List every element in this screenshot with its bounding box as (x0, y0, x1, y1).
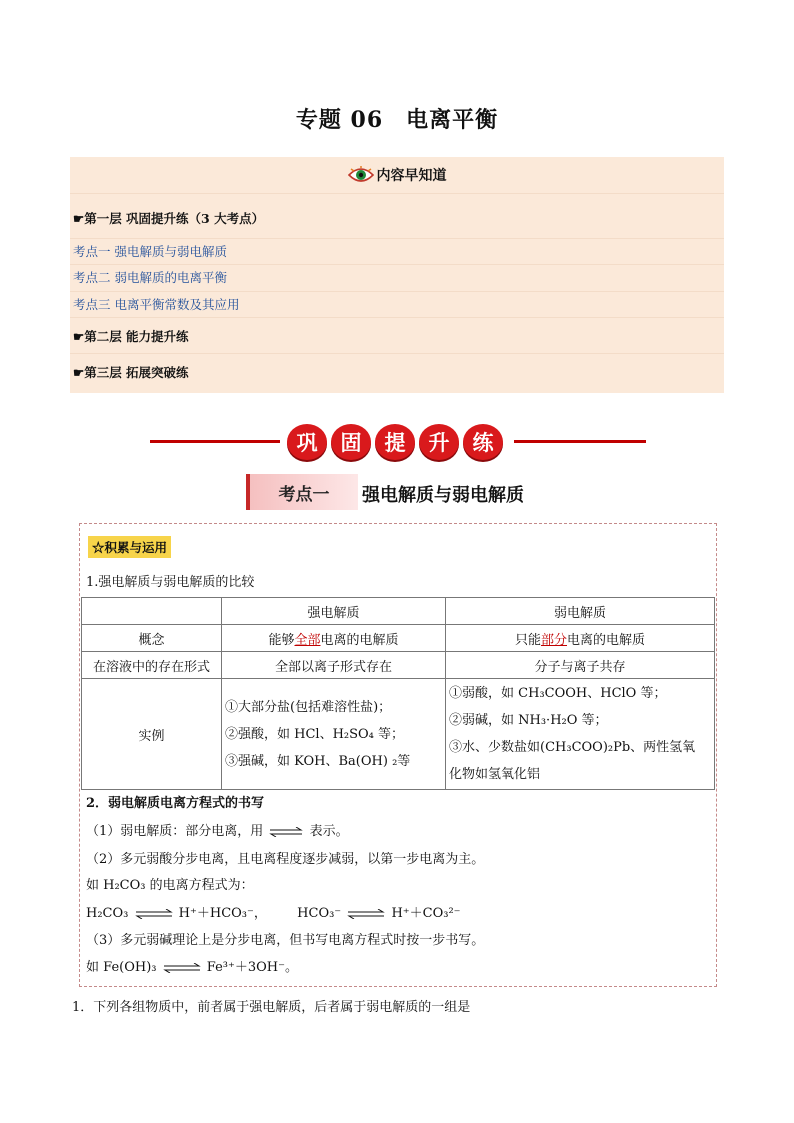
cell-text: 能够 (268, 632, 295, 648)
table-cell: 全部以离子形式存在 (222, 652, 446, 679)
cell-line: ③强碱，如 KOH、Ba(OH) ₂等 (225, 753, 411, 769)
cell-text: 只能 (514, 632, 541, 648)
text-line: 如 H₂CO₃ 的电离方程式为： (86, 878, 254, 893)
toc-item-point3[interactable]: 考点三 电离平衡常数及其应用 (73, 297, 240, 312)
question-1: 1．下列各组物质中，前者属于强电解质，后者属于弱电解质的一组是 (72, 1000, 471, 1015)
text-line: （3）多元弱碱理论上是分步电离，但书写电离方程式时按一步书写。 (86, 933, 485, 948)
equilibrium-arrow-icon (163, 963, 201, 973)
toc-header-text: 内容早知道 (376, 168, 447, 184)
text-span: （1）弱电解质：部分电离，用 (86, 824, 264, 839)
cell-text: 电离的电解质 (320, 632, 399, 648)
cell-line: 化物如氢氧化铝 (449, 767, 541, 782)
banner-char: 练 (463, 424, 503, 460)
equation-line (86, 956, 298, 975)
cell-line: ③水、少数盐如(CH₃COO)₂Pb、两性氢氧 (449, 740, 696, 755)
table-cell: 在溶液中的存在形式 (82, 652, 222, 679)
cell-line: ②强酸，如 HCl、H₂SO₄ 等； (225, 726, 405, 742)
text-span: 表示。 (309, 824, 349, 839)
text-line (86, 820, 349, 839)
table-row (82, 652, 715, 679)
banner-char: 固 (331, 424, 371, 460)
text-line: （2）多元弱酸分步电离，且电离程度逐步减弱，以第一步电离为主。 (86, 852, 485, 867)
equation-left: 如 Fe(OH)₃ (86, 960, 157, 975)
section-banner (287, 424, 503, 460)
comparison-table (81, 597, 715, 790)
table-cell: 概念 (82, 625, 222, 652)
equation-left: H₂CO₃ (86, 906, 129, 921)
toc-item-level2[interactable]: ☛第二层 能力提升练 (73, 329, 189, 344)
table-cell (82, 598, 222, 625)
equation-left: HCO₃⁻ (297, 906, 342, 921)
toc-item-level1[interactable]: ☛第一层 巩固提升练（3 大考点） (73, 211, 265, 226)
banner-char: 提 (375, 424, 415, 460)
equation-right: Fe³⁺＋3OH⁻。 (206, 960, 298, 975)
toc-item-level3[interactable]: ☛第三层 拓展突破练 (73, 365, 189, 380)
toc-header (70, 157, 724, 194)
cell-line: ①弱酸，如 CH₃COOH、HClO 等； (449, 686, 667, 701)
banner-char: 巩 (287, 424, 327, 460)
section-label: 考点一 (246, 474, 358, 510)
cell-text: 电离的电解质 (567, 632, 646, 648)
equilibrium-arrow-icon (269, 827, 303, 837)
equilibrium-arrow-icon (135, 909, 173, 919)
cell-line: ②弱碱，如 NH₃·H₂O 等； (449, 713, 608, 728)
table-header: 强电解质 (222, 598, 446, 625)
table-row (82, 625, 715, 652)
cell-emphasis: 部分 (540, 632, 567, 648)
toc-item-point1[interactable]: 考点一 强电解质与弱电解质 (73, 244, 227, 259)
table-cell (446, 679, 715, 790)
toc-item-point2[interactable]: 考点二 弱电解质的电离平衡 (73, 270, 227, 285)
banner-line-left (150, 440, 280, 443)
banner-char: 升 (419, 424, 459, 460)
table-row (82, 679, 715, 790)
cell-line: ①大部分盐(包括难溶性盐)； (225, 699, 392, 715)
table-header: 弱电解质 (446, 598, 715, 625)
knowledge-tag: ☆积累与运用 (88, 536, 171, 558)
table-cell: 分子与离子共存 (446, 652, 715, 679)
equation-right: H⁺＋HCO₃⁻， (178, 906, 267, 921)
table-cell (222, 679, 446, 790)
table-row (82, 598, 715, 625)
eye-icon (348, 166, 374, 184)
equation-right: H⁺＋CO₃²⁻ (391, 906, 461, 921)
table-cell (222, 625, 446, 652)
table-cell: 实例 (82, 679, 222, 790)
cell-emphasis: 全部 (294, 632, 321, 648)
page-title: 专题 06 电离平衡 (295, 107, 499, 133)
table-cell (446, 625, 715, 652)
equilibrium-arrow-icon (347, 909, 385, 919)
equation-line (86, 902, 461, 921)
heading-comparison: 1.强电解质与弱电解质的比较 (86, 575, 255, 590)
toc-panel (70, 157, 724, 393)
section-title: 强电解质与弱电解质 (362, 485, 524, 506)
heading-equation: 2．弱电解质电离方程式的书写 (86, 796, 265, 811)
banner-line-right (514, 440, 646, 443)
